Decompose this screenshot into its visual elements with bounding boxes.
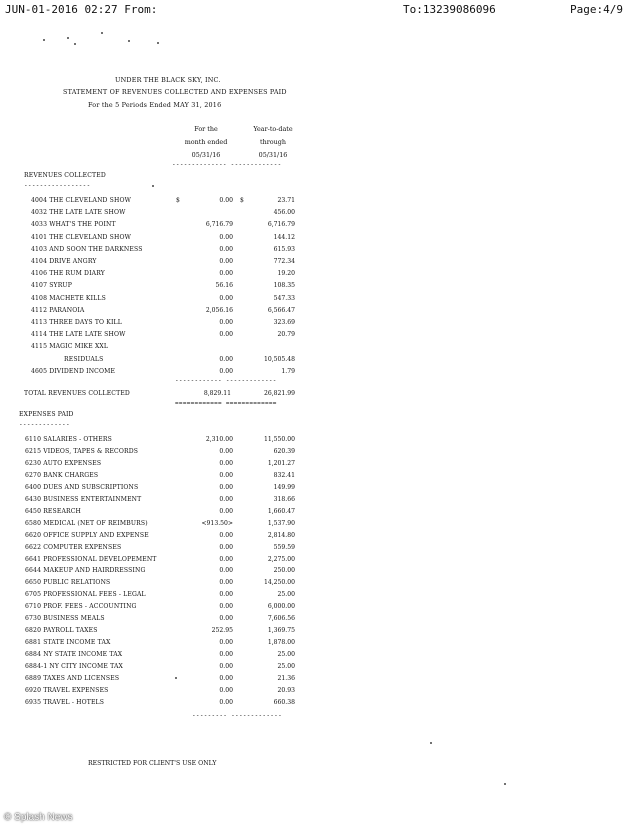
expense-row-label: 6270 BANK CHARGES [25, 471, 99, 479]
revenue-total-double-rule: ============ ============= [175, 400, 277, 407]
expense-row-ytd: 250.00 [273, 567, 295, 575]
expense-row-ytd: 149.99 [273, 483, 295, 491]
revenue-row-ytd: 547.33 [273, 294, 295, 302]
revenue-row-label: 4107 SYRUP [31, 282, 72, 290]
revenue-row-label: 4033 WHAT'S THE POINT [31, 221, 116, 229]
expense-row-ytd: 1,660.47 [267, 507, 295, 515]
expense-row-month: 0.00 [219, 543, 233, 551]
expense-row-month: 0.00 [219, 579, 233, 587]
expense-row-ytd: 11,550.00 [263, 436, 295, 443]
scan-speck [157, 42, 159, 44]
revenue-row-ytd-prefix: $ [240, 197, 245, 204]
expense-row-month: 0.00 [219, 591, 233, 599]
revenue-row-ytd: 108.35 [273, 282, 295, 290]
revenue-row-month: 0.00 [219, 270, 233, 278]
expense-row-ytd: 1,201.27 [267, 459, 295, 467]
revenue-row-month: 0.00 [219, 258, 233, 265]
expense-row-month: 0.00 [219, 651, 233, 659]
scan-speck [430, 742, 432, 744]
revenue-row-ytd: 772.34 [273, 258, 295, 265]
expense-row-label: 6650 PUBLIC RELATIONS [25, 579, 111, 587]
fax-header [0, 0, 634, 18]
expense-row-ytd: 1,369.75 [267, 627, 295, 635]
revenue-row-month: 0.00 [219, 233, 233, 241]
revenue-row-month-prefix: $ [176, 197, 181, 204]
expense-row-label: 6400 DUES AND SUBSCRIPTIONS [25, 483, 139, 491]
revenue-row-ytd: 615.93 [273, 245, 295, 253]
expense-row-ytd: 318.66 [273, 495, 295, 503]
revenue-row-ytd: 19.20 [277, 270, 295, 278]
expense-row-month: 0.00 [219, 447, 233, 455]
expense-row-ytd: 660.38 [273, 698, 295, 706]
expense-row-label: 6705 PROFESSIONAL FEES - LEGAL [25, 591, 146, 599]
expense-row-month: 0.00 [219, 471, 233, 479]
revenue-row-month: 0.00 [219, 331, 233, 339]
revenue-row-ytd: 6,716.79 [267, 221, 295, 229]
expense-row-label: 6215 VIDEOS, TAPES & RECORDS [25, 447, 139, 455]
expense-row-month: 0.00 [219, 615, 233, 623]
expense-row-month: 0.00 [219, 567, 233, 575]
expense-row-month: 252.95 [211, 627, 233, 635]
expense-row-month: 0.00 [219, 483, 233, 491]
revenue-row-label: 4032 THE LATE LATE SHOW [31, 209, 126, 217]
statement-title: STATEMENT OF REVENUES COLLECTED AND EXPENSES PAID [63, 88, 287, 96]
scan-speck [128, 40, 130, 42]
expenses-heading: EXPENSES PAID [19, 411, 74, 418]
company-name: UNDER THE BLACK SKY, INC. [115, 76, 221, 84]
revenue-row-label: 4605 DIVIDEND INCOME [31, 367, 116, 375]
scan-speck [43, 39, 45, 41]
expense-row-label: 6580 MEDICAL (NET OF REIMBURS) [25, 519, 148, 527]
expense-row-label: 6889 TAXES AND LICENSES [25, 675, 120, 682]
expense-row-ytd: 2,814.80 [267, 531, 295, 539]
expense-row-ytd: 25.00 [277, 591, 295, 599]
revenue-row-ytd: 23.71 [277, 197, 295, 204]
expense-row-label: 6450 RESEARCH [25, 507, 82, 515]
revenue-row-month: 0.00 [219, 355, 233, 363]
expense-row-ytd: 20.93 [277, 686, 295, 694]
expense-subtotal-rule: --------- ------------- [192, 712, 282, 719]
revenue-row-ytd: 144.12 [273, 233, 295, 241]
ytd-column-header-3: 05/31/16 [258, 151, 288, 159]
revenue-row-ytd: 1.79 [281, 367, 295, 375]
expense-row-month: 0.00 [219, 459, 233, 467]
expense-row-ytd: 620.39 [273, 447, 295, 455]
revenues-heading: REVENUES COLLECTED [24, 172, 106, 179]
expense-row-ytd: 1,878.00 [267, 639, 295, 647]
expense-row-ytd: 7,606.56 [267, 615, 295, 623]
expense-row-month: 0.00 [219, 531, 233, 539]
fax-page-number: Page:4/9 [570, 3, 623, 16]
fax-recipient: To:13239086096 [403, 3, 496, 16]
expense-row-label: 6710 PROF. FEES - ACCOUNTING [25, 603, 137, 611]
expense-row-ytd: 6,000.00 [267, 603, 295, 611]
expense-row-label: 6230 AUTO EXPENSES [25, 459, 102, 467]
statement-period: For the 5 Periods Ended MAY 31, 2016 [88, 101, 222, 109]
expense-row-month: 0.00 [219, 555, 233, 563]
expense-row-ytd: 1,537.90 [267, 519, 295, 527]
revenue-row-label: 4113 THREE DAYS TO KILL [31, 319, 122, 326]
expense-row-ytd: 25.00 [277, 651, 295, 659]
watermark: © Splash News [4, 812, 73, 823]
revenue-row-month: 0.00 [219, 367, 233, 375]
fax-date: JUN-01-2016 02:27 From: [5, 3, 158, 16]
expense-row-label: 6935 TRAVEL - HOTELS [25, 698, 105, 706]
expense-row-label: 6820 PAYROLL TAXES [25, 627, 98, 635]
scan-speck [101, 32, 103, 34]
revenue-row-month: 0.00 [219, 294, 233, 302]
expense-row-month: 0.00 [219, 675, 233, 682]
revenue-row-ytd: 323.69 [273, 319, 295, 326]
revenue-row-label: 4106 THE RUM DIARY [31, 270, 105, 278]
total-revenues-ytd: 26,821.99 [263, 390, 295, 397]
expense-row-label: 6620 OFFICE SUPPLY AND EXPENSE [25, 531, 149, 539]
revenue-row-month: 0.00 [219, 197, 233, 204]
expense-row-month: 0.00 [219, 698, 233, 706]
expense-row-month: 0.00 [219, 686, 233, 694]
revenue-row-label: 4108 MACHETE KILLS [31, 294, 106, 302]
expense-row-month: 0.00 [219, 507, 233, 515]
revenue-row-label: 4104 DRIVE ANGRY [31, 258, 97, 265]
revenue-row-month: 56.16 [215, 282, 233, 290]
expense-row-ytd: 14,250.00 [263, 579, 295, 587]
expense-row-month: 0.00 [219, 639, 233, 647]
expense-row-label: 6884-1 NY CITY INCOME TAX [25, 663, 124, 671]
scan-speck [152, 185, 154, 187]
expense-row-month: 0.00 [219, 603, 233, 611]
expense-row-label: 6881 STATE INCOME TAX [25, 639, 111, 647]
ytd-column-header-2: through [260, 138, 286, 146]
revenue-row-month: 2,056.16 [205, 306, 233, 314]
revenue-row-ytd: 20.79 [277, 331, 295, 339]
month-column-header-2: month ended [184, 138, 228, 146]
revenue-row-ytd: 10,505.48 [263, 355, 295, 363]
revenue-row-month: 0.00 [219, 245, 233, 253]
revenue-row-ytd: 456.00 [273, 209, 295, 217]
revenue-row-label: 4103 AND SOON THE DARKNESS [31, 245, 143, 253]
expense-row-ytd: 2,275.00 [267, 555, 295, 563]
scan-speck [74, 43, 76, 45]
expense-row-label: 6730 BUSINESS MEALS [25, 615, 105, 623]
revenue-row-label: 4115 MAGIC MIKE XXL [31, 343, 109, 351]
revenue-total-rule: ------------ ------------- [175, 377, 277, 384]
revenue-row-month: 6,716.79 [205, 221, 233, 229]
scan-speck [504, 783, 506, 785]
scan-speck [67, 37, 69, 39]
revenue-row-month: 0.00 [219, 319, 233, 326]
expense-row-ytd: 25.00 [277, 663, 295, 671]
expense-row-label: 6644 MAKEUP AND HAIRDRESSING [25, 567, 146, 575]
expense-row-label: 6884 NY STATE INCOME TAX [25, 651, 123, 659]
total-revenues-label: TOTAL REVENUES COLLECTED [24, 390, 130, 397]
total-revenues-month: 8,829.11 [203, 390, 231, 397]
expense-row-ytd: 832.41 [273, 471, 295, 479]
expense-row-ytd: 21.36 [277, 675, 295, 682]
expense-row-month: <913.50> [201, 519, 233, 527]
expense-row-label: 6622 COMPUTER EXPENSES [25, 543, 122, 551]
expense-row-label: 6430 BUSINESS ENTERTAINMENT [25, 495, 142, 503]
revenues-heading-underline: ----------------- [24, 182, 91, 189]
revenue-row-label: 4114 THE LATE LATE SHOW [31, 331, 126, 339]
expense-row-month: 0.00 [219, 495, 233, 503]
expense-row-ytd: 559.59 [273, 543, 295, 551]
revenue-row-ytd: 6,566.47 [267, 306, 295, 314]
column-underline: -------------- ------------- [172, 161, 282, 168]
month-column-header-3: 05/31/16 [191, 151, 221, 159]
ytd-column-header-1: Year-to-date [253, 125, 293, 133]
month-column-header-1: For the [194, 125, 218, 133]
expense-row-month: 2,310.00 [205, 436, 233, 443]
expense-row-label: 6920 TRAVEL EXPENSES [25, 686, 109, 694]
expense-row-month: 0.00 [219, 663, 233, 671]
revenue-row-label: 4004 THE CLEVELAND SHOW [31, 197, 132, 204]
expenses-heading-underline: ------------- [19, 421, 70, 428]
expense-row-label: 6110 SALARIES - OTHERS [25, 436, 112, 443]
revenue-row-label: RESIDUALS [64, 355, 104, 363]
expense-row-label: 6641 PROFESSIONAL DEVELOPEMENT [25, 555, 157, 563]
revenue-row-label: 4112 PARANOIA [31, 306, 85, 314]
revenue-row-label: 4101 THE CLEVELAND SHOW [31, 233, 132, 241]
restricted-notice: RESTRICTED FOR CLIENT'S USE ONLY [88, 760, 217, 767]
